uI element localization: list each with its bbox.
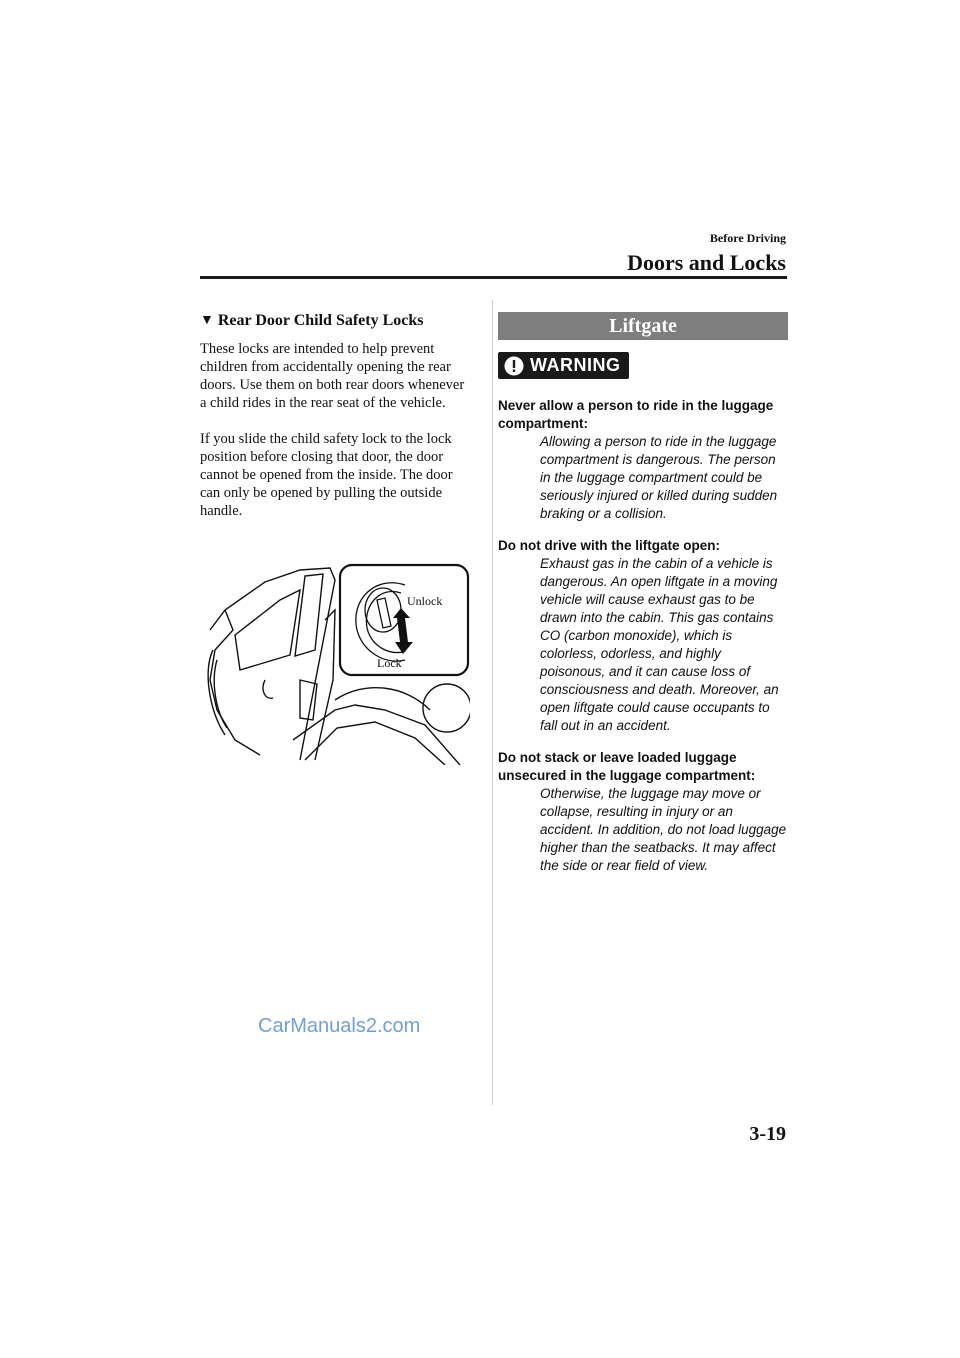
lock-label: Lock [377, 656, 402, 670]
child-lock-illustration [205, 560, 470, 765]
warning-head: Never allow a person to ride in the luggage compartment: [498, 397, 774, 431]
watermark: CarManuals2.com [258, 1015, 421, 1037]
running-header [627, 231, 786, 276]
child-lock-paragraph-2: If you slide the child safety lock to the lock position before closing that door, the door cannot be opened from the inside. The door can only be opened by pulling the outside handle. [200, 431, 453, 519]
unlock-label: Unlock [407, 594, 443, 608]
column-divider [492, 300, 493, 1105]
warning-body: Exhaust gas in the cabin of a vehicle is dangerous. An open liftgate in a moving vehicle will cause exhaust gas to be drawn into the cabin. This gas contains CO (carbon monoxide), which is colorless, odorless, and highly poisonous, and it can cause loss of consciousness and death. Moreover, an open liftgate could cause occupants to fall out in an accident. [540, 555, 779, 733]
exclamation-icon [504, 356, 524, 376]
warning-body: Allowing a person to ride in the luggage compartment is dangerous. The person in the luggage compartment could be seriously injured or killed during sudden braking or a collision. [540, 433, 778, 521]
left-column [200, 312, 470, 538]
warning-head: Do not drive with the liftgate open: [498, 537, 720, 553]
warning-badge [498, 352, 629, 379]
child-lock-paragraph-1: These locks are intended to help prevent children from accidentally opening the rear doors. Use them on both rear doors whenever a child rides in the rear seat of the vehicle. [200, 341, 465, 411]
child-lock-heading-text: Rear Door Child Safety Locks [217, 312, 424, 329]
triangle-down-icon: ▼ [200, 313, 214, 328]
child-lock-heading [200, 312, 470, 330]
page-number: 3-19 [749, 1123, 786, 1145]
warning-item [498, 537, 788, 735]
warning-item [498, 397, 788, 523]
liftgate-banner: Liftgate [498, 312, 788, 340]
right-column [498, 312, 788, 875]
warning-body: Otherwise, the luggage may move or collapse, resulting in injury or an accident. In addition, do not load luggage higher than the seatbacks. It may affect the side or rear field of view. [540, 785, 787, 873]
chapter-title: Doors and Locks [627, 250, 786, 275]
header-rule [200, 276, 787, 279]
warning-item [498, 749, 788, 875]
warning-head: Do not stack or leave loaded luggage unsecured in the luggage compartment: [498, 749, 756, 783]
car-door-drawing [205, 560, 470, 765]
warning-label: WARNING [530, 355, 621, 375]
section-title: Before Driving [709, 231, 786, 245]
